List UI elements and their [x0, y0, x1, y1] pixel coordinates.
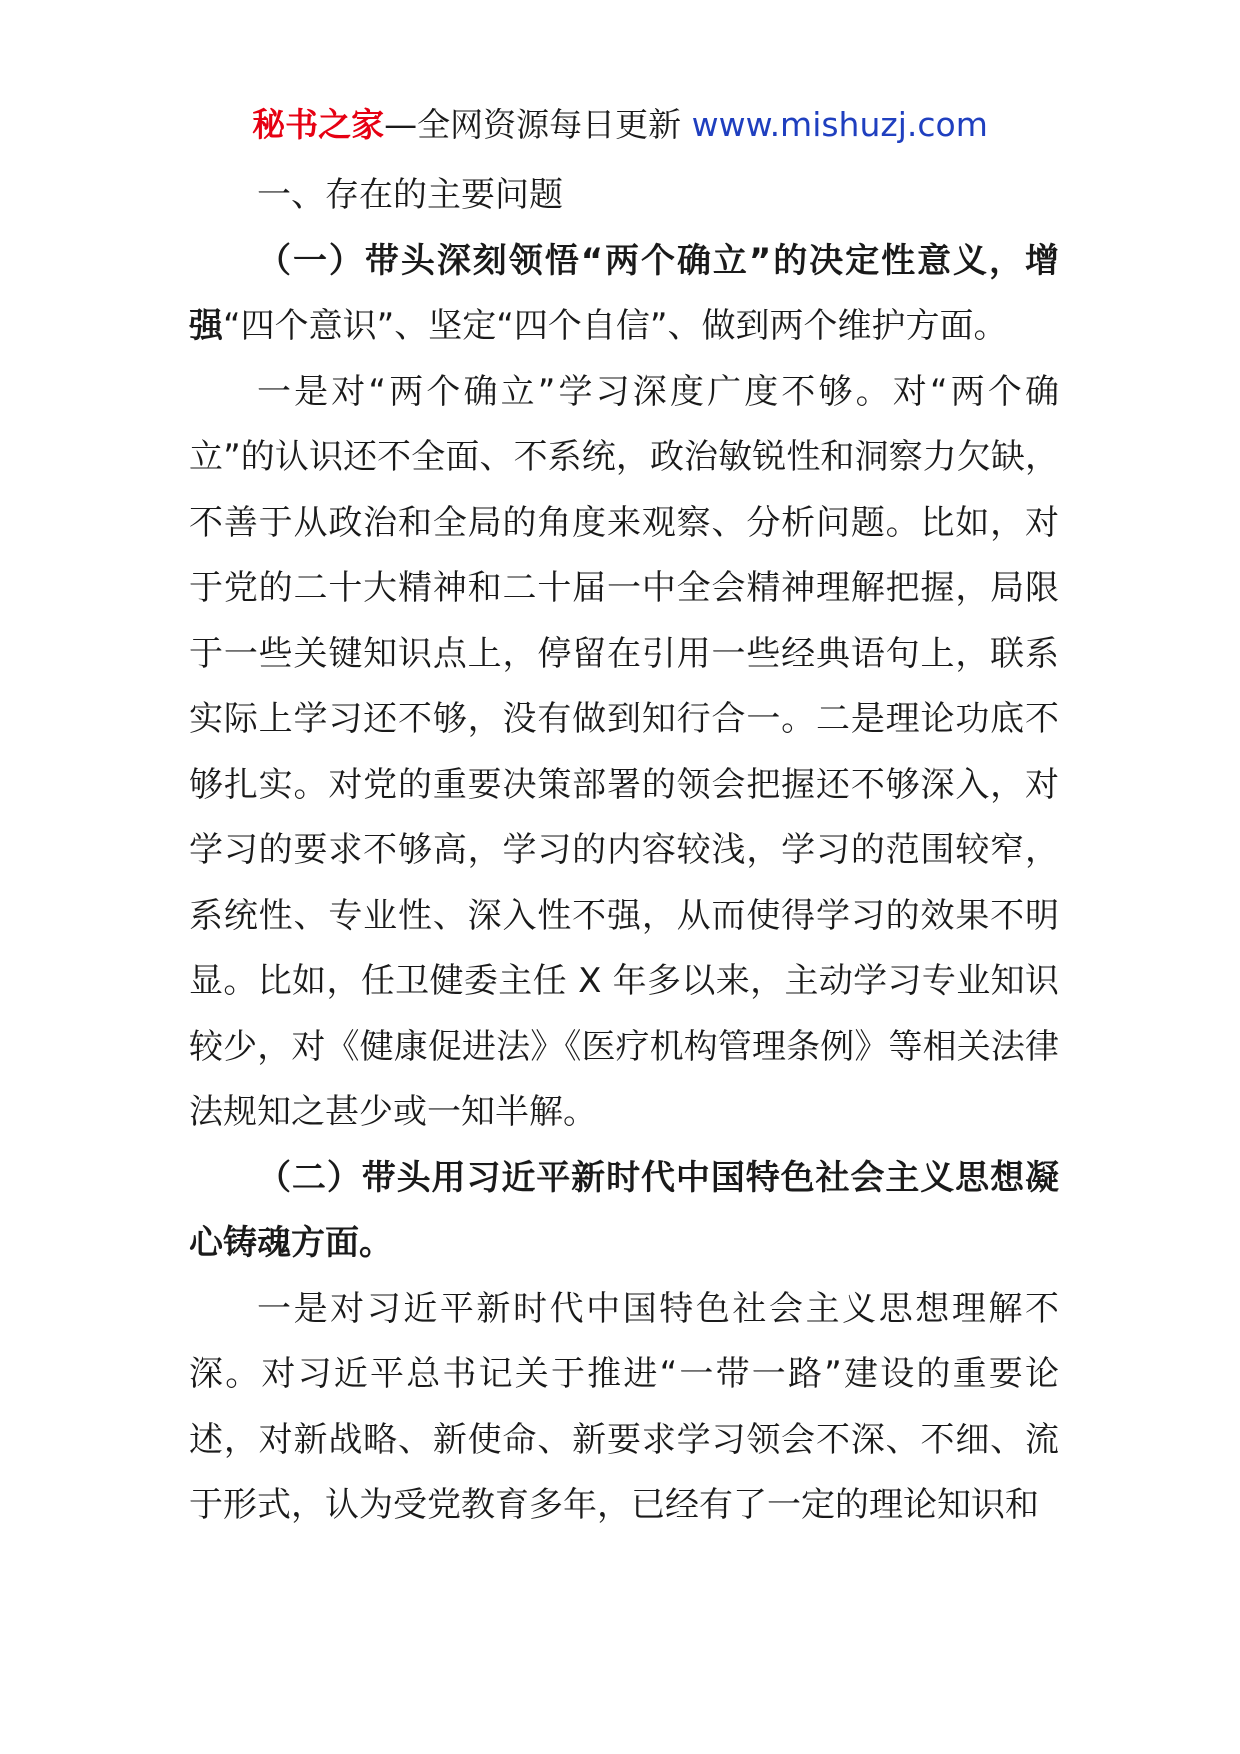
section-title: 一、存在的主要问题 [257, 175, 563, 215]
brand-name: 秘书之家 [252, 105, 385, 144]
page-header [0, 100, 1240, 150]
document-body [189, 163, 1059, 1539]
paragraph-2: 一是对习近平新时代中国特色社会主义思想理解不深。对习近平总书记关于推进“一带一路”建设的重要论述，对新战略、新使命、新要求学习领会不深、不细、流于形式，认为受党教育多年，已经有了一定的理论知识和 [189, 1288, 1059, 1525]
heading-1-bold: （一）带头深刻领悟“两个确立”的决定性意义，增强 [189, 240, 1059, 346]
paragraph-1: 一是对“两个确立”学习深度广度不够。对“两个确立”的认识还不全面、不系统，政治敏锐性和洞察力欠缺，不善于从政治和全局的角度来观察、分析问题。比如，对于党的二十大精神和二十届一中全会精神理解把握，局限于一些关键知识点上，停留在引用一些经典语句上，联系实际上学习还不够，没有做到知行合一。二是理论功底不够扎实。对党的重要决策部署的领会把握还不够深入，对学习的要求不够高，学习的内容较浅，学习的范围较窄，系统性、专业性、深入性不强，从而使得学习的效果不明显。比如，任卫健委主任 X 年多以来，主动学习专业知识较少，对《健康促进法》《医疗机构管理条例》等相关法律法规知之甚少或一知半解。 [189, 371, 1059, 1132]
heading-2: （二）带头用习近平新时代中国特色社会主义思想凝心铸魂方面。 [189, 1157, 1059, 1263]
header-tagline: —全网资源每日更新 [384, 105, 682, 144]
heading-1 [189, 229, 1059, 360]
heading-1-rest: “四个意识”、坚定“四个自信”、做到两个维护方面。 [223, 306, 1008, 346]
website-url[interactable]: www.mishuzj.com [691, 105, 988, 144]
